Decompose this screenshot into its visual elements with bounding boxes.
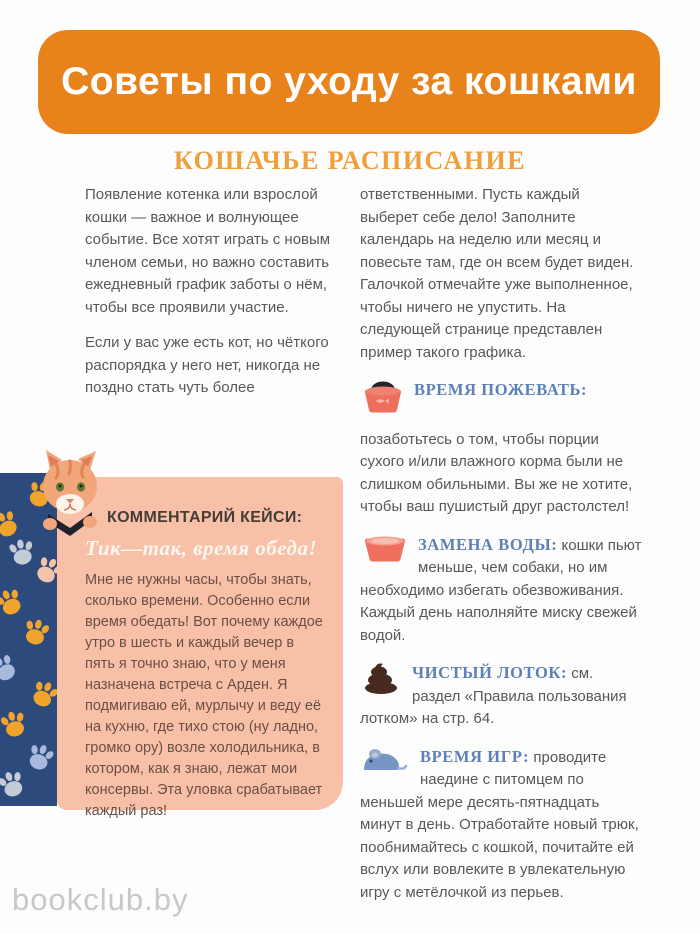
watermark: bookclub.by	[12, 882, 189, 917]
comment-heading: КОММЕНТАРИЙ КЕЙСИ:	[107, 509, 303, 526]
tip-play	[360, 746, 642, 905]
intro-paragraph: ответственными. Пусть каждый выберет себе дело! Заполните календарь на неделю или месяц и повесьте там, где он всем будет виден. Галочкой отмечайте уже выполненное, чтобы ничего не упустить. На следующей странице представлен пример такого графика.	[360, 186, 634, 361]
tip-title: ВРЕМЯ ПОЖЕВАТЬ:	[414, 380, 588, 399]
tip-title: ВРЕМЯ ИГР:	[420, 746, 530, 766]
food-bowl-icon	[362, 379, 404, 423]
intro-paragraph: Появление котенка или взрослой кошки — важное и волнующее событие. Все хотят играть с новым членом семьи, но важно составить ежедневный график заботы о нём, чтобы все проявили участие.	[85, 186, 331, 316]
cat-illustration	[36, 448, 106, 543]
tip-feeding	[360, 379, 642, 519]
tip-text: позаботьтесь о том, чтобы порции сухого и/или влажного корма были не слишком обильными. Вы же не хотите, чтобы ваш пушистый друг растолстел!	[360, 430, 633, 515]
left-column	[85, 184, 347, 400]
tip-text: кошки пьют меньше, чем собаки, но им необходимо избегать обезвоживания. Каждый день наполняйте миску свежей водой.	[360, 536, 642, 644]
right-column	[360, 184, 642, 904]
comment-body: Мне не нужны часы, чтобы знать, сколько времени. Особенно если время обедать! Вот почему каждое утро в шесть и каждый вечер в пять я точно знаю, что у меня назначена встреча с Арден. Я подмигиваю ей, мурлычу и веду её на кухню, где тихо стою (ну ладно, громко ору) возле холодильника, в котором, как я знаю, лежат мои консервы. Эта уловка срабатывает каждый раз!	[85, 572, 323, 819]
cat-icon	[36, 448, 106, 538]
intro-paragraph: Если у вас уже есть кот, но чёткого распорядка у него нет, никогда не поздно стать чуть более	[85, 334, 329, 396]
comment-subheading: Тик—так, время обеда!	[85, 536, 318, 560]
page-title: Советы по уходу за кошками	[61, 60, 637, 103]
tip-title: ЗАМЕНА ВОДЫ:	[418, 534, 558, 554]
water-bowl-icon	[362, 534, 408, 572]
tip-litter	[360, 662, 642, 731]
tip-text: см. раздел «Правила пользования лотком» на стр. 64.	[360, 665, 627, 727]
header-banner	[38, 30, 660, 134]
tip-title: ЧИСТЫЙ ЛОТОК:	[412, 663, 568, 682]
tip-water	[360, 534, 642, 648]
mouse-toy-icon	[362, 746, 410, 784]
section-heading: КОШАЧЬЕ РАСПИСАНИЕ	[173, 146, 527, 175]
poop-icon	[362, 662, 402, 702]
tip-text: проводите наедине с питомцем по меньшей мере десять-пятнадцать минут в день. Отработайте новый трюк, пообнимайтесь с кошкой, почитайте ей вслух или вовлеките в увлекательную игру с метёлочкой из перьев.	[360, 748, 639, 901]
